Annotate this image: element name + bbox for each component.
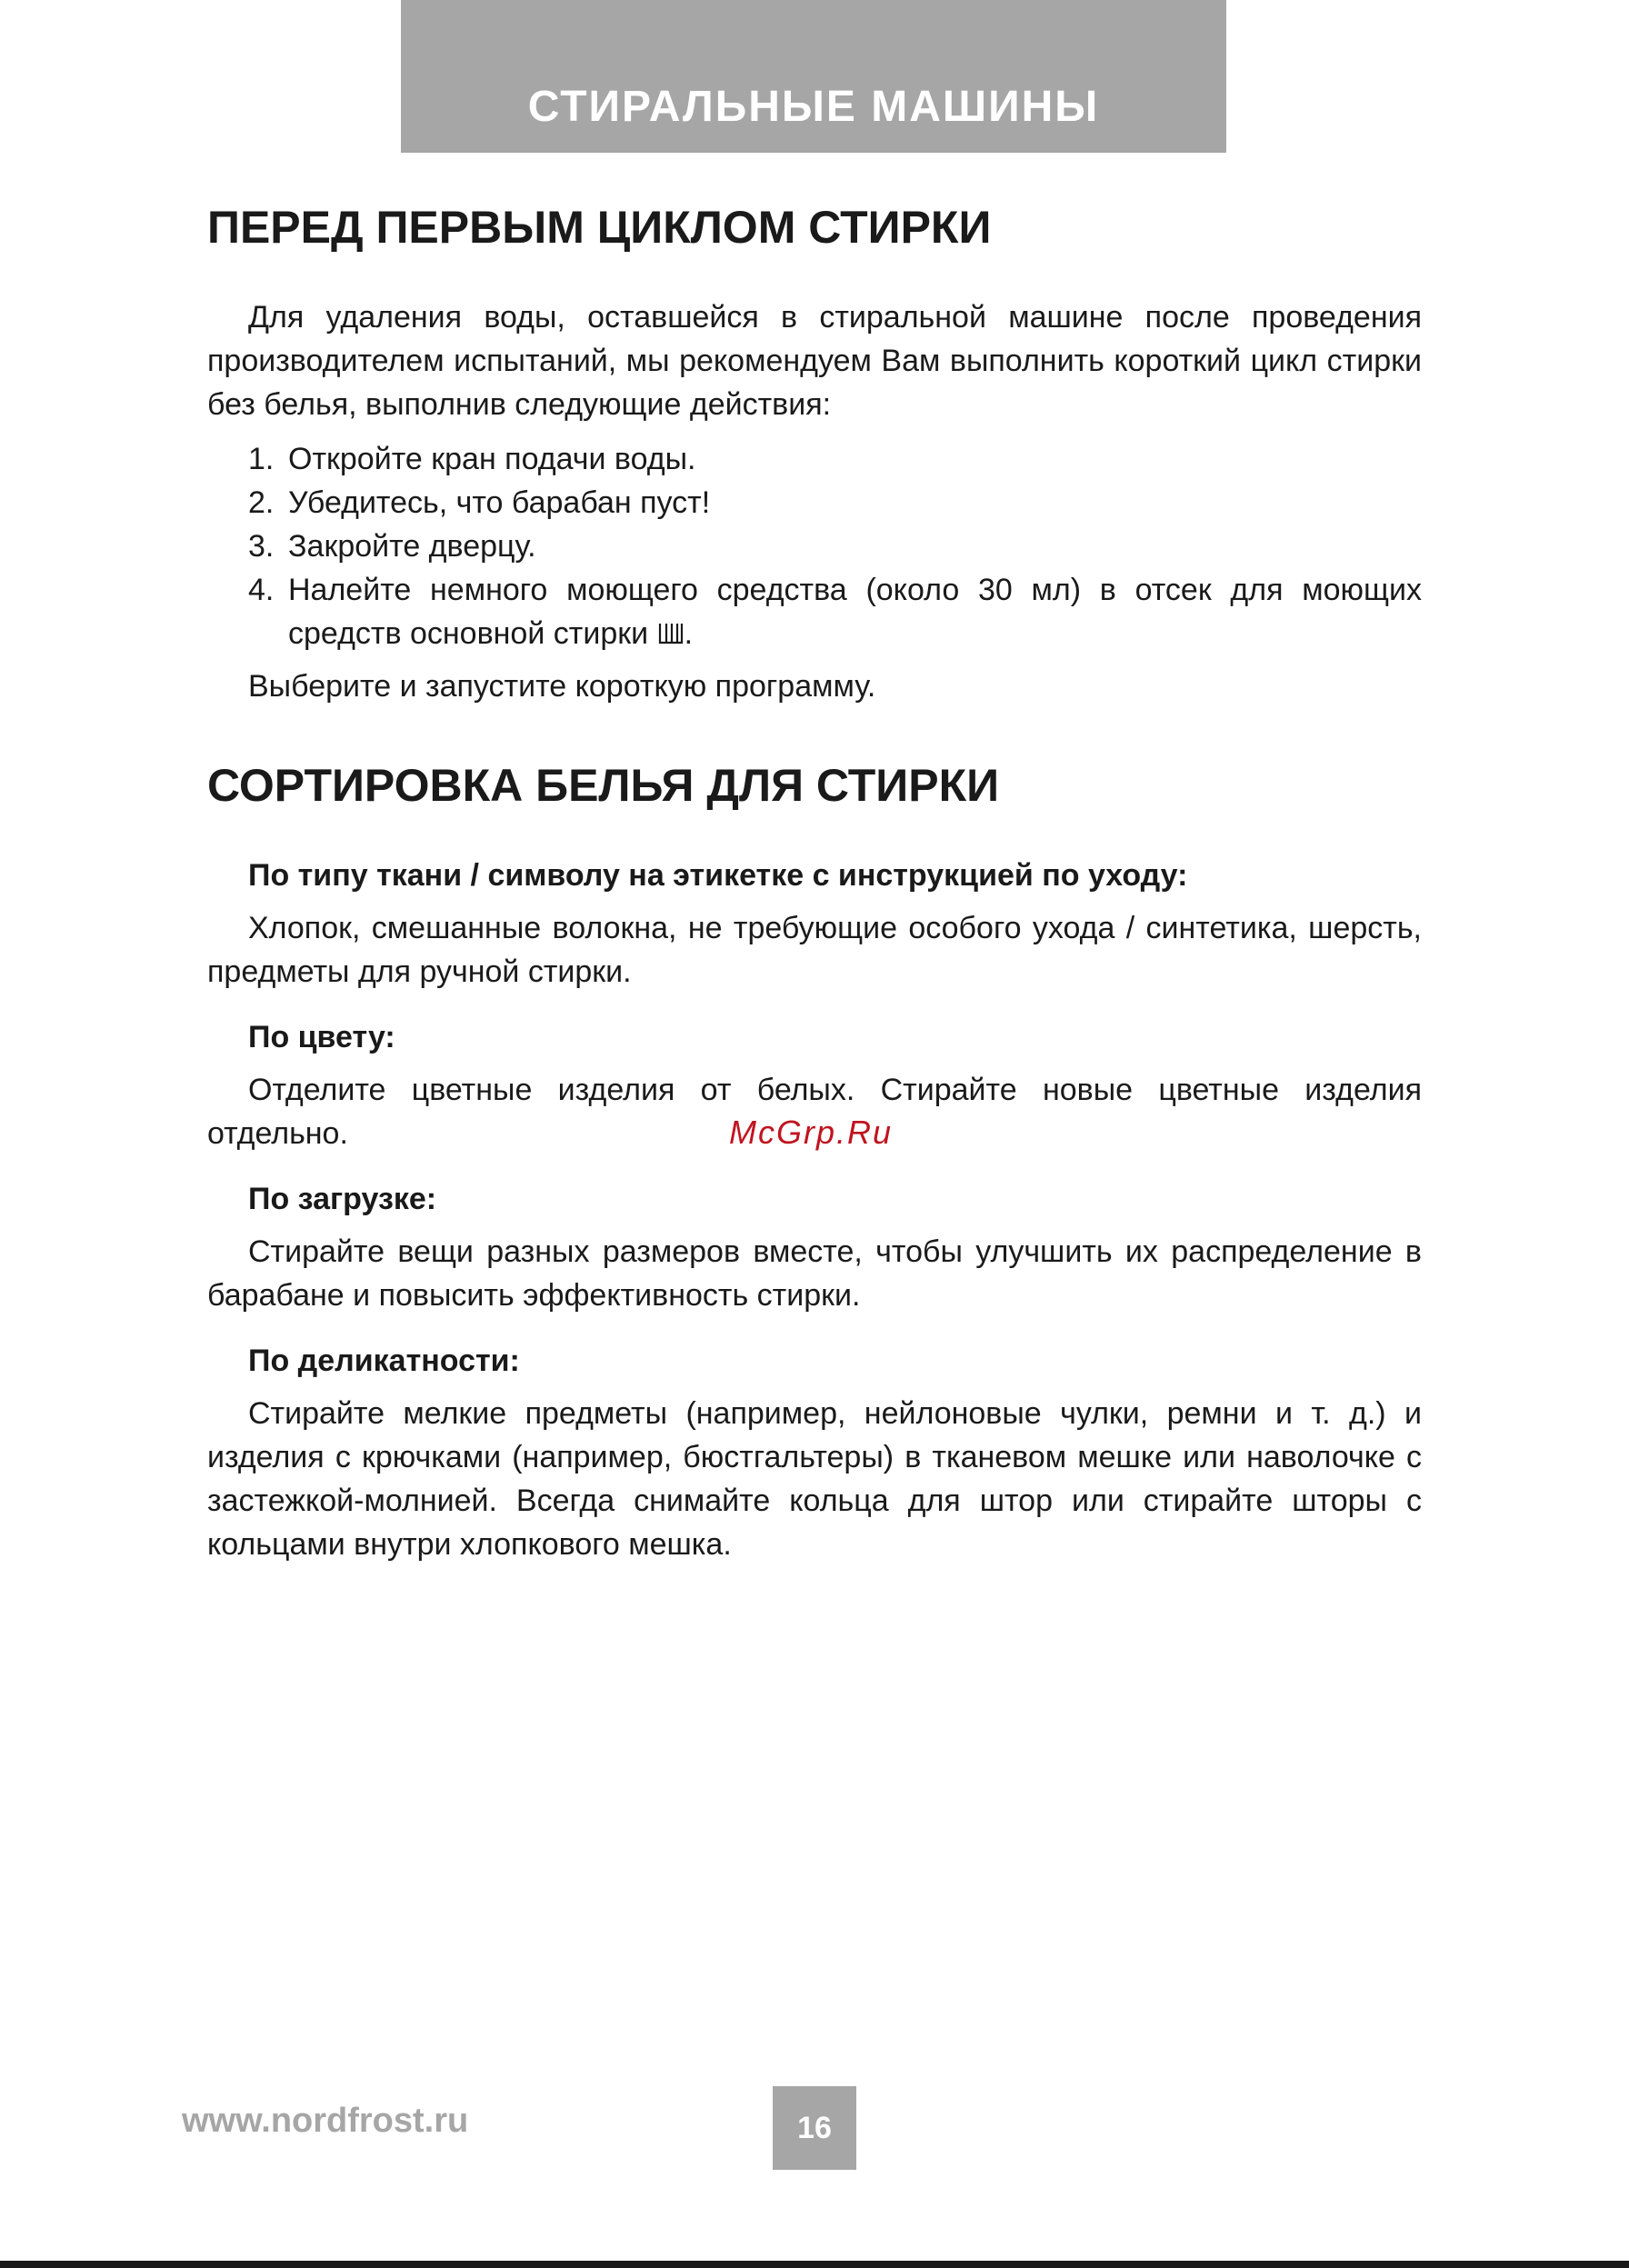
bottom-rule <box>0 2261 1629 2268</box>
steps-list <box>207 437 1422 655</box>
page-number: 16 <box>773 2086 856 2170</box>
group-heading: По деликатности: <box>248 1344 520 1378</box>
section1-intro: Для удаления воды, оставшейся в стиральной машине после проведения производителем испытаний, мы рекомендуем Вам выполнить короткий цикл стирки без белья, выполнив следующие действия: <box>207 300 1422 422</box>
header-title: СТИРАЛЬНЫЕ МАШИНЫ <box>527 83 1100 131</box>
group-heading: По цвету: <box>248 1020 395 1054</box>
page-content <box>207 195 1422 1566</box>
header-band <box>401 0 1226 153</box>
watermark: McGrp.Ru <box>729 1114 894 1151</box>
list-item: 1. Откройте кран подачи воды. <box>248 442 696 476</box>
section1-title: ПЕРЕД ПЕРВЫМ ЦИКЛОМ СТИРКИ <box>207 202 992 253</box>
group-text: Стирайте вещи разных размеров вместе, чтобы улучшить их распределение в барабане и повысить эффективность стирки. <box>207 1234 1422 1313</box>
group-heading: По типу ткани / символу на этикетке с инструкцией по уходу: <box>248 858 1188 893</box>
section2-title: СОРТИРОВКА БЕЛЬЯ ДЛЯ СТИРКИ <box>207 760 1000 811</box>
group-text: Стирайте мелкие предметы (например, нейлоновые чулки, ремни и т. д.) и изделия с крючками (например, бюстгальтеры) в тканевом мешке или наволочке с застежкой-молнией. Всегда снимайте кольца для штор или стирайте шторы с кольцами внутри хлопкового мешка. <box>207 1396 1422 1562</box>
list-item: 2. Убедитесь, что барабан пуст! <box>248 485 711 520</box>
footer-url: www.nordfrost.ru <box>182 2102 469 2140</box>
group-text: Хлопок, смешанные волокна, не требующие особого ухода / синтетика, шерсть, предметы для ручной стирки. <box>207 911 1422 989</box>
list-item: 4. Налейте немного моющего средства (около 30 мл) в отсек для моющих средств основной стирки . <box>248 573 1422 651</box>
main-wash-compartment-icon <box>657 621 685 646</box>
section1-outro: Выберите и запустите короткую программу. <box>248 669 876 704</box>
list-item: 3. Закройте дверцу. <box>248 529 536 564</box>
group-heading: По загрузке: <box>248 1182 437 1216</box>
group-text: Отделите цветные изделия от белых. Стирайте новые цветные изделия отдельно. <box>207 1073 1422 1151</box>
